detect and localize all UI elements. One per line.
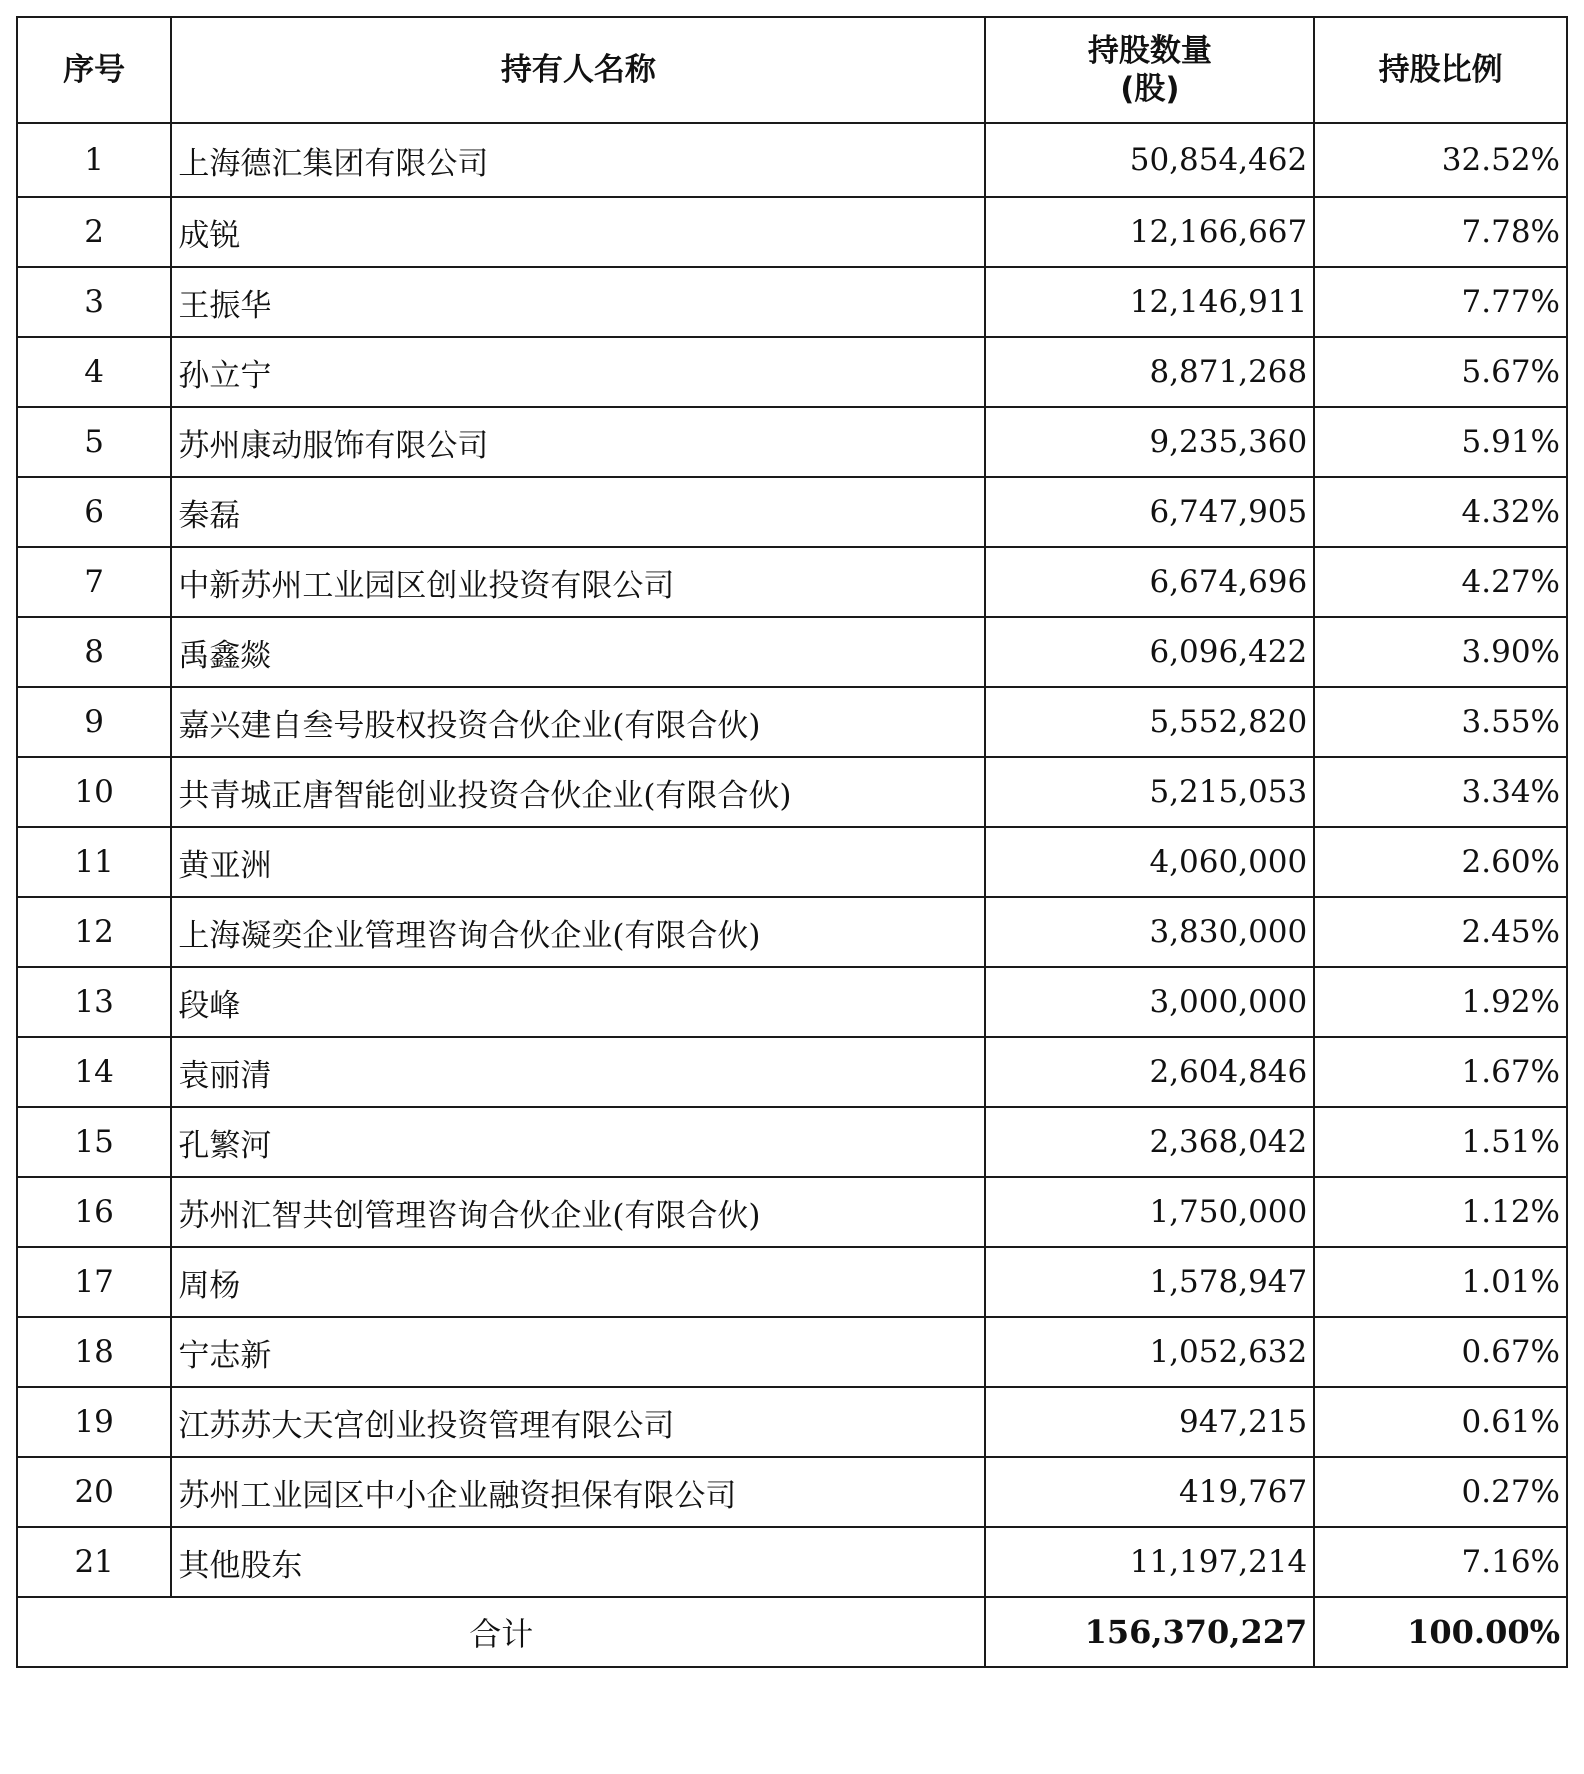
row-shares: 5,215,053	[985, 757, 1314, 827]
row-shares: 1,750,000	[985, 1177, 1314, 1247]
table-row	[17, 477, 1567, 547]
row-ratio: 2.45%	[1314, 897, 1567, 967]
row-index: 8	[17, 617, 171, 687]
row-ratio: 1.12%	[1314, 1177, 1567, 1247]
table-row	[17, 267, 1567, 337]
row-index: 17	[17, 1247, 171, 1317]
row-shares: 419,767	[985, 1457, 1314, 1527]
table-row	[17, 407, 1567, 477]
header-ratio: 持股比例	[1314, 17, 1567, 123]
row-shares: 12,146,911	[985, 267, 1314, 337]
row-holder-name: 上海凝奕企业管理咨询合伙企业(有限合伙)	[171, 897, 985, 967]
table-row	[17, 547, 1567, 617]
row-holder-name: 袁丽清	[171, 1037, 985, 1107]
row-holder-name: 周杨	[171, 1247, 985, 1317]
row-index: 2	[17, 197, 171, 267]
row-ratio: 1.01%	[1314, 1247, 1567, 1317]
row-index: 5	[17, 407, 171, 477]
header-shares-line2: (股)	[1120, 71, 1180, 107]
row-index: 10	[17, 757, 171, 827]
table-row	[17, 1527, 1567, 1597]
row-index: 7	[17, 547, 171, 617]
row-shares: 2,368,042	[985, 1107, 1314, 1177]
row-ratio: 4.27%	[1314, 547, 1567, 617]
total-row	[17, 1597, 1567, 1667]
row-index: 4	[17, 337, 171, 407]
table-row	[17, 757, 1567, 827]
row-holder-name: 孔繁河	[171, 1107, 985, 1177]
row-shares: 5,552,820	[985, 687, 1314, 757]
row-holder-name: 嘉兴建自叁号股权投资合伙企业(有限合伙)	[171, 687, 985, 757]
row-holder-name: 其他股东	[171, 1527, 985, 1597]
row-holder-name: 王振华	[171, 267, 985, 337]
row-holder-name: 孙立宁	[171, 337, 985, 407]
row-holder-name: 苏州康动服饰有限公司	[171, 407, 985, 477]
row-shares: 1,052,632	[985, 1317, 1314, 1387]
row-index: 6	[17, 477, 171, 547]
row-shares: 2,604,846	[985, 1037, 1314, 1107]
row-index: 9	[17, 687, 171, 757]
row-shares: 8,871,268	[985, 337, 1314, 407]
row-index: 20	[17, 1457, 171, 1527]
row-holder-name: 成锐	[171, 197, 985, 267]
row-holder-name: 江苏苏大天宫创业投资管理有限公司	[171, 1387, 985, 1457]
row-index: 14	[17, 1037, 171, 1107]
row-ratio: 3.55%	[1314, 687, 1567, 757]
table-row	[17, 827, 1567, 897]
total-shares: 156,370,227	[985, 1597, 1314, 1667]
row-index: 19	[17, 1387, 171, 1457]
row-shares: 6,674,696	[985, 547, 1314, 617]
row-ratio: 32.52%	[1314, 123, 1567, 197]
row-shares: 3,000,000	[985, 967, 1314, 1037]
row-ratio: 1.51%	[1314, 1107, 1567, 1177]
row-shares: 1,578,947	[985, 1247, 1314, 1317]
row-ratio: 7.78%	[1314, 197, 1567, 267]
row-ratio: 4.32%	[1314, 477, 1567, 547]
table-row	[17, 1177, 1567, 1247]
row-index: 16	[17, 1177, 171, 1247]
row-holder-name: 黄亚洲	[171, 827, 985, 897]
row-shares: 3,830,000	[985, 897, 1314, 967]
row-shares: 11,197,214	[985, 1527, 1314, 1597]
row-ratio: 0.27%	[1314, 1457, 1567, 1527]
total-ratio: 100.00%	[1314, 1597, 1567, 1667]
table-row	[17, 687, 1567, 757]
row-holder-name: 禹鑫燚	[171, 617, 985, 687]
row-shares: 6,747,905	[985, 477, 1314, 547]
row-holder-name: 段峰	[171, 967, 985, 1037]
row-index: 18	[17, 1317, 171, 1387]
row-holder-name: 苏州汇智共创管理咨询合伙企业(有限合伙)	[171, 1177, 985, 1247]
row-holder-name: 中新苏州工业园区创业投资有限公司	[171, 547, 985, 617]
row-shares: 947,215	[985, 1387, 1314, 1457]
shareholder-table	[16, 16, 1568, 1668]
row-index: 12	[17, 897, 171, 967]
row-ratio: 1.92%	[1314, 967, 1567, 1037]
row-index: 3	[17, 267, 171, 337]
row-ratio: 7.77%	[1314, 267, 1567, 337]
total-label: 合计	[17, 1597, 985, 1667]
table-body	[17, 123, 1567, 1597]
table-row	[17, 197, 1567, 267]
table-row	[17, 1107, 1567, 1177]
row-holder-name: 共青城正唐智能创业投资合伙企业(有限合伙)	[171, 757, 985, 827]
row-ratio: 5.91%	[1314, 407, 1567, 477]
row-index: 11	[17, 827, 171, 897]
row-shares: 50,854,462	[985, 123, 1314, 197]
row-index: 15	[17, 1107, 171, 1177]
table-row	[17, 1247, 1567, 1317]
table-row	[17, 1387, 1567, 1457]
row-index: 13	[17, 967, 171, 1037]
row-ratio: 3.90%	[1314, 617, 1567, 687]
document-page	[16, 16, 1568, 1758]
row-holder-name: 宁志新	[171, 1317, 985, 1387]
row-ratio: 0.61%	[1314, 1387, 1567, 1457]
row-holder-name: 上海德汇集团有限公司	[171, 123, 985, 197]
table-footer	[17, 1597, 1567, 1667]
row-holder-name: 秦磊	[171, 477, 985, 547]
row-ratio: 2.60%	[1314, 827, 1567, 897]
row-shares: 6,096,422	[985, 617, 1314, 687]
header-shares	[985, 17, 1314, 123]
row-ratio: 5.67%	[1314, 337, 1567, 407]
table-header	[17, 17, 1567, 123]
header-index: 序号	[17, 17, 171, 123]
table-row	[17, 337, 1567, 407]
row-index: 1	[17, 123, 171, 197]
header-shares-line1: 持股数量	[1087, 33, 1212, 69]
table-row	[17, 1037, 1567, 1107]
row-shares: 4,060,000	[985, 827, 1314, 897]
row-shares: 9,235,360	[985, 407, 1314, 477]
row-ratio: 7.16%	[1314, 1527, 1567, 1597]
row-holder-name: 苏州工业园区中小企业融资担保有限公司	[171, 1457, 985, 1527]
row-ratio: 3.34%	[1314, 757, 1567, 827]
header-row	[17, 17, 1567, 123]
table-row	[17, 123, 1567, 197]
row-shares: 12,166,667	[985, 197, 1314, 267]
row-ratio: 0.67%	[1314, 1317, 1567, 1387]
row-index: 21	[17, 1527, 171, 1597]
row-ratio: 1.67%	[1314, 1037, 1567, 1107]
table-row	[17, 617, 1567, 687]
table-row	[17, 1317, 1567, 1387]
table-row	[17, 967, 1567, 1037]
header-holder-name: 持有人名称	[171, 17, 985, 123]
table-row	[17, 897, 1567, 967]
table-row	[17, 1457, 1567, 1527]
